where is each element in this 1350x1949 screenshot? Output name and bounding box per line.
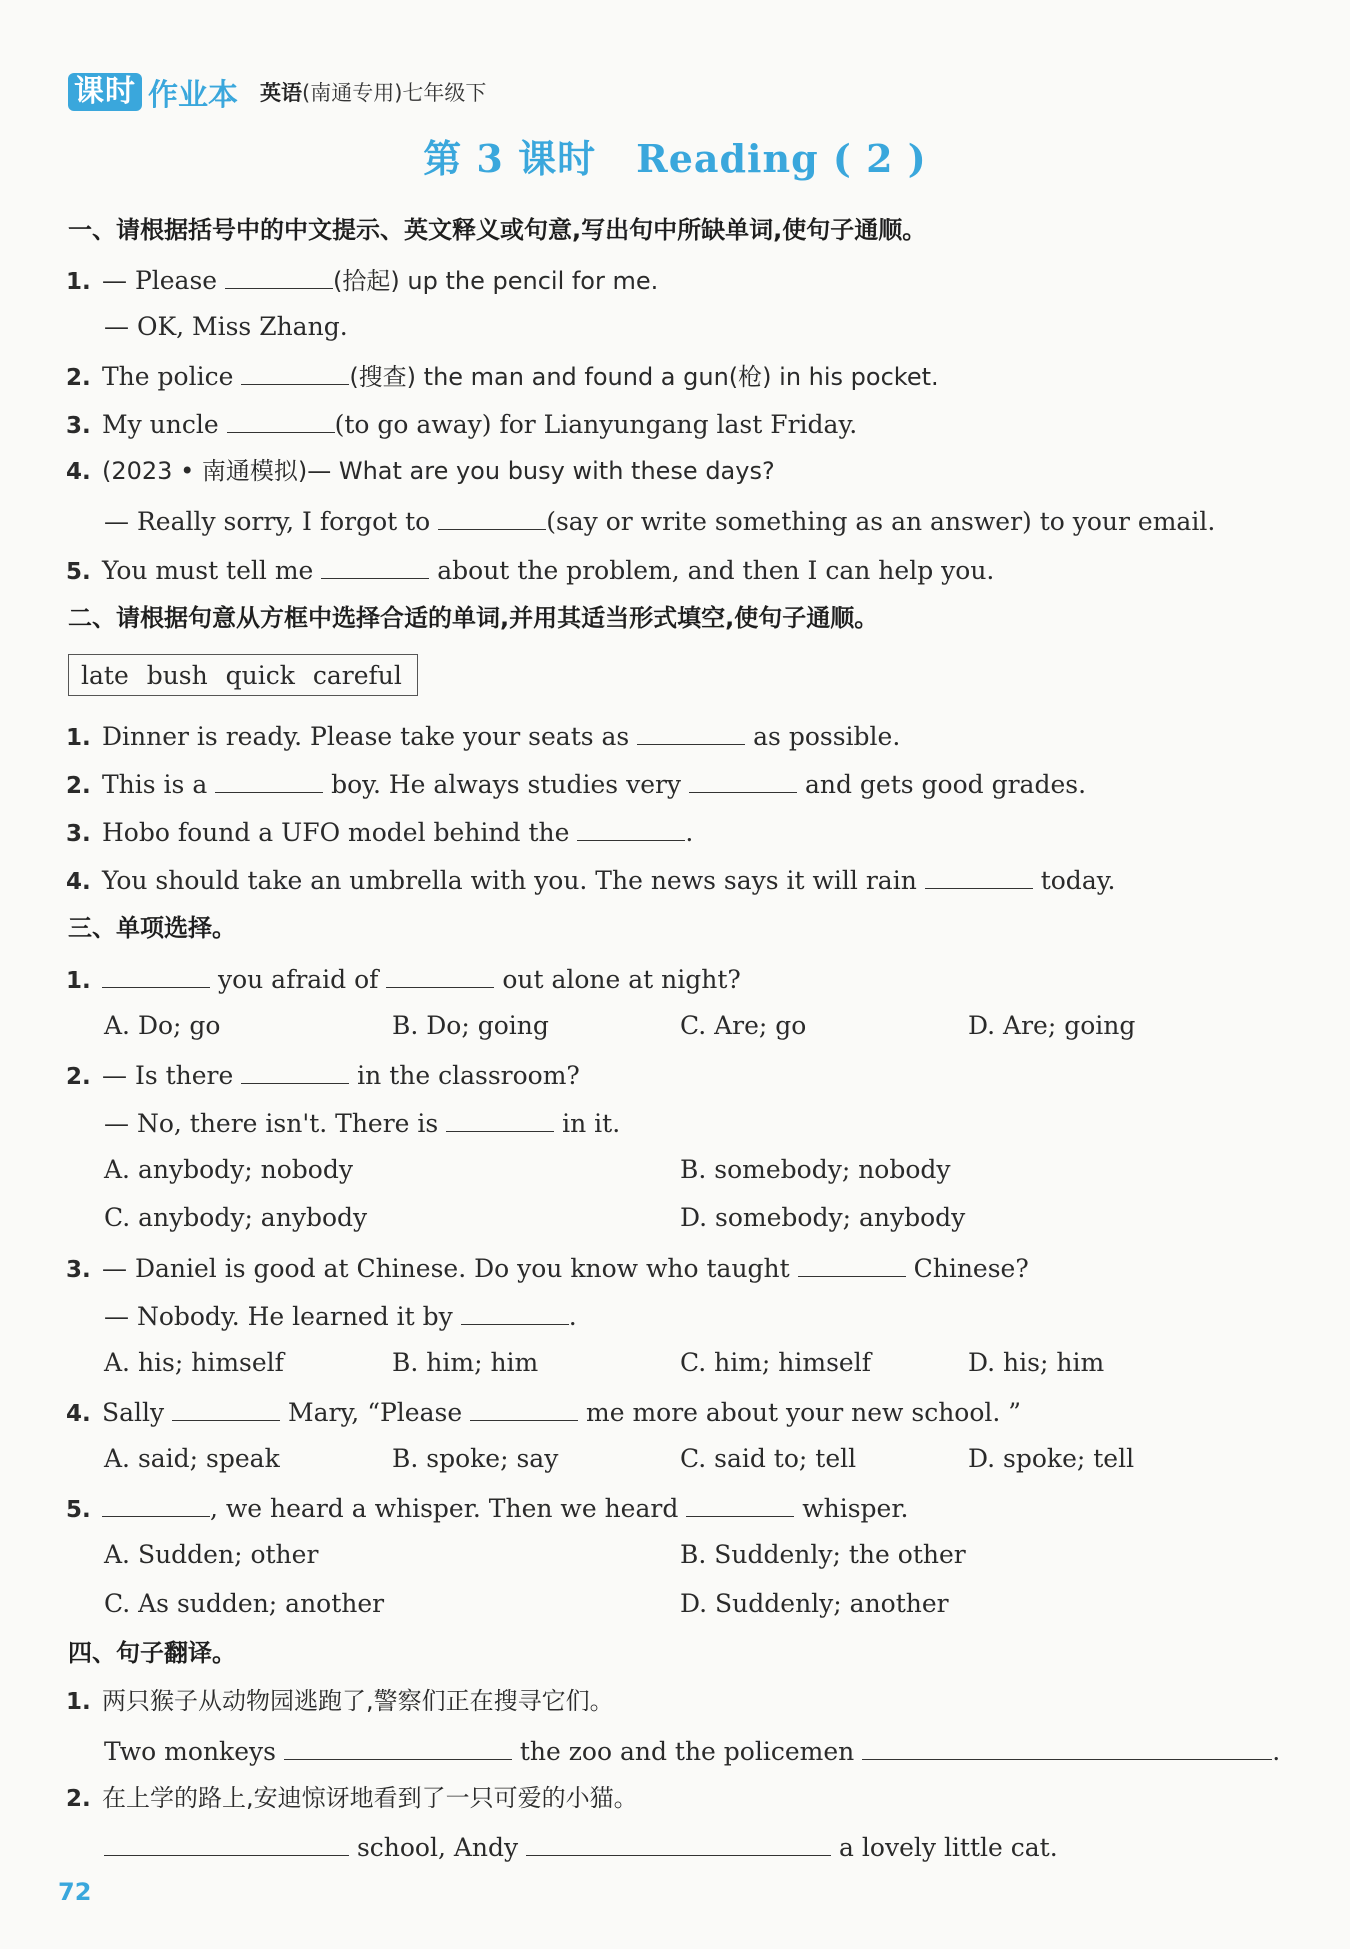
option-d[interactable]: D. Are; going [968, 1011, 1136, 1040]
answer-blank[interactable] [925, 862, 1033, 889]
s3-q1: 1. you afraid of out alone at night? [66, 961, 741, 998]
s1-q4-reply: — Really sorry, I forgot to (say or write something as an answer) to your email. [104, 503, 1215, 539]
answer-blank[interactable] [798, 1250, 906, 1277]
section2-heading: 二、请根据句意从方框中选择合适的单词,并用其适当形式填空,使句子通顺。 [68, 604, 879, 632]
s2-q3: 3. Hobo found a UFO model behind the . [66, 814, 693, 851]
subject-detail: (南通专用)七年级下 [302, 81, 487, 105]
option-c[interactable]: C. said to; tell [680, 1444, 857, 1473]
s1-q4: 4. (2023 • 南通模拟)— What are you busy with these days? [66, 457, 775, 485]
answer-blank[interactable] [104, 1829, 349, 1856]
answer-blank[interactable] [526, 1829, 831, 1856]
answer-blank[interactable] [102, 1490, 210, 1517]
option-b[interactable]: B. spoke; say [392, 1444, 559, 1473]
option-b[interactable]: B. Do; going [392, 1011, 549, 1040]
s2-q1: 1. Dinner is ready. Please take your seats as as possible. [66, 718, 900, 755]
s4-q2-chinese: 2. 在上学的路上,安迪惊讶地看到了一只可爱的小猫。 [66, 1784, 638, 1812]
s2-q2: 2. This is a boy. He always studies very and gets good grades. [66, 766, 1086, 803]
option-d[interactable]: D. Suddenly; another [680, 1589, 949, 1618]
answer-blank[interactable] [284, 1733, 512, 1760]
option-c[interactable]: C. anybody; anybody [104, 1203, 368, 1232]
answer-blank[interactable] [637, 718, 745, 745]
s3-q3: 3. — Daniel is good at Chinese. Do you know who taught Chinese? [66, 1250, 1029, 1287]
book-header [68, 72, 486, 112]
section3-heading: 三、单项选择。 [68, 914, 236, 942]
s1-q5: 5. You must tell me about the problem, and then I can help you. [66, 552, 994, 589]
s3-q2: 2. — Is there in the classroom? [66, 1057, 580, 1094]
section4-heading: 四、句子翻译。 [68, 1639, 236, 1667]
lesson-number: 第 3 课时 [423, 136, 597, 181]
answer-blank[interactable] [446, 1105, 554, 1132]
s4-q2-english: school, Andy a lovely little cat. [104, 1829, 1058, 1865]
option-c[interactable]: C. him; himself [680, 1348, 871, 1377]
option-b[interactable]: B. him; him [392, 1348, 539, 1377]
section1-heading: 一、请根据括号中的中文提示、英文释义或句意,写出句中所缺单词,使句子通顺。 [68, 216, 927, 244]
answer-blank[interactable] [470, 1394, 578, 1421]
answer-blank[interactable] [227, 406, 335, 433]
option-c[interactable]: C. Are; go [680, 1011, 807, 1040]
s3-q5: 5. , we heard a whisper. Then we heard whisper. [66, 1490, 909, 1527]
logo-box: 课时 [68, 73, 142, 111]
option-d[interactable]: D. his; him [968, 1348, 1105, 1377]
s3-q4: 4. Sally Mary, “Please me more about your new school. ” [66, 1394, 1021, 1431]
word-box: late bush quick careful [68, 654, 418, 696]
option-b[interactable]: B. somebody; nobody [680, 1155, 951, 1184]
option-a[interactable]: A. anybody; nobody [104, 1155, 353, 1184]
s4-q1-chinese: 1. 两只猴子从动物园逃跑了,警察们正在搜寻它们。 [66, 1687, 614, 1715]
option-d[interactable]: D. spoke; tell [968, 1444, 1135, 1473]
answer-blank[interactable] [241, 1057, 349, 1084]
answer-blank[interactable] [215, 766, 323, 793]
option-b[interactable]: B. Suddenly; the other [680, 1540, 966, 1569]
option-a[interactable]: A. Sudden; other [104, 1540, 319, 1569]
answer-blank[interactable] [862, 1733, 1272, 1760]
answer-blank[interactable] [689, 766, 797, 793]
option-d[interactable]: D. somebody; anybody [680, 1203, 966, 1232]
logo-word: 作业本 [148, 78, 238, 113]
option-a[interactable]: A. Do; go [104, 1011, 221, 1040]
answer-blank[interactable] [102, 961, 210, 988]
s3-q3-reply: — Nobody. He learned it by . [104, 1298, 577, 1334]
s3-q2-reply: — No, there isn't. There is in it. [104, 1105, 620, 1141]
option-c[interactable]: C. As sudden; another [104, 1589, 385, 1618]
lesson-title [0, 128, 1350, 183]
answer-blank[interactable] [321, 552, 429, 579]
s1-q3: 3. My uncle (to go away) for Lianyungang last Friday. [66, 406, 857, 443]
option-a[interactable]: A. his; himself [104, 1348, 284, 1377]
answer-blank[interactable] [686, 1490, 794, 1517]
answer-blank[interactable] [225, 262, 333, 289]
answer-blank[interactable] [386, 961, 494, 988]
answer-blank[interactable] [172, 1394, 280, 1421]
s1-q1-reply: — OK, Miss Zhang. [104, 312, 348, 341]
s4-q1-english: Two monkeys the zoo and the policemen . [104, 1733, 1280, 1769]
s2-q4: 4. You should take an umbrella with you. The news says it will rain today. [66, 862, 1115, 899]
answer-blank[interactable] [461, 1298, 569, 1325]
s1-q1: 1. — Please (拾起) up the pencil for me. [66, 262, 658, 299]
answer-blank[interactable] [577, 814, 685, 841]
s1-q2: 2. The police (搜查) the man and found a gun(枪) in his pocket. [66, 358, 939, 395]
answer-blank[interactable] [438, 503, 546, 530]
lesson-name: Reading ( 2 ) [636, 136, 927, 181]
subject-label: 英语 [260, 81, 302, 105]
answer-blank[interactable] [241, 358, 349, 385]
page-number: 72 [58, 1878, 92, 1906]
option-a[interactable]: A. said; speak [104, 1444, 280, 1473]
